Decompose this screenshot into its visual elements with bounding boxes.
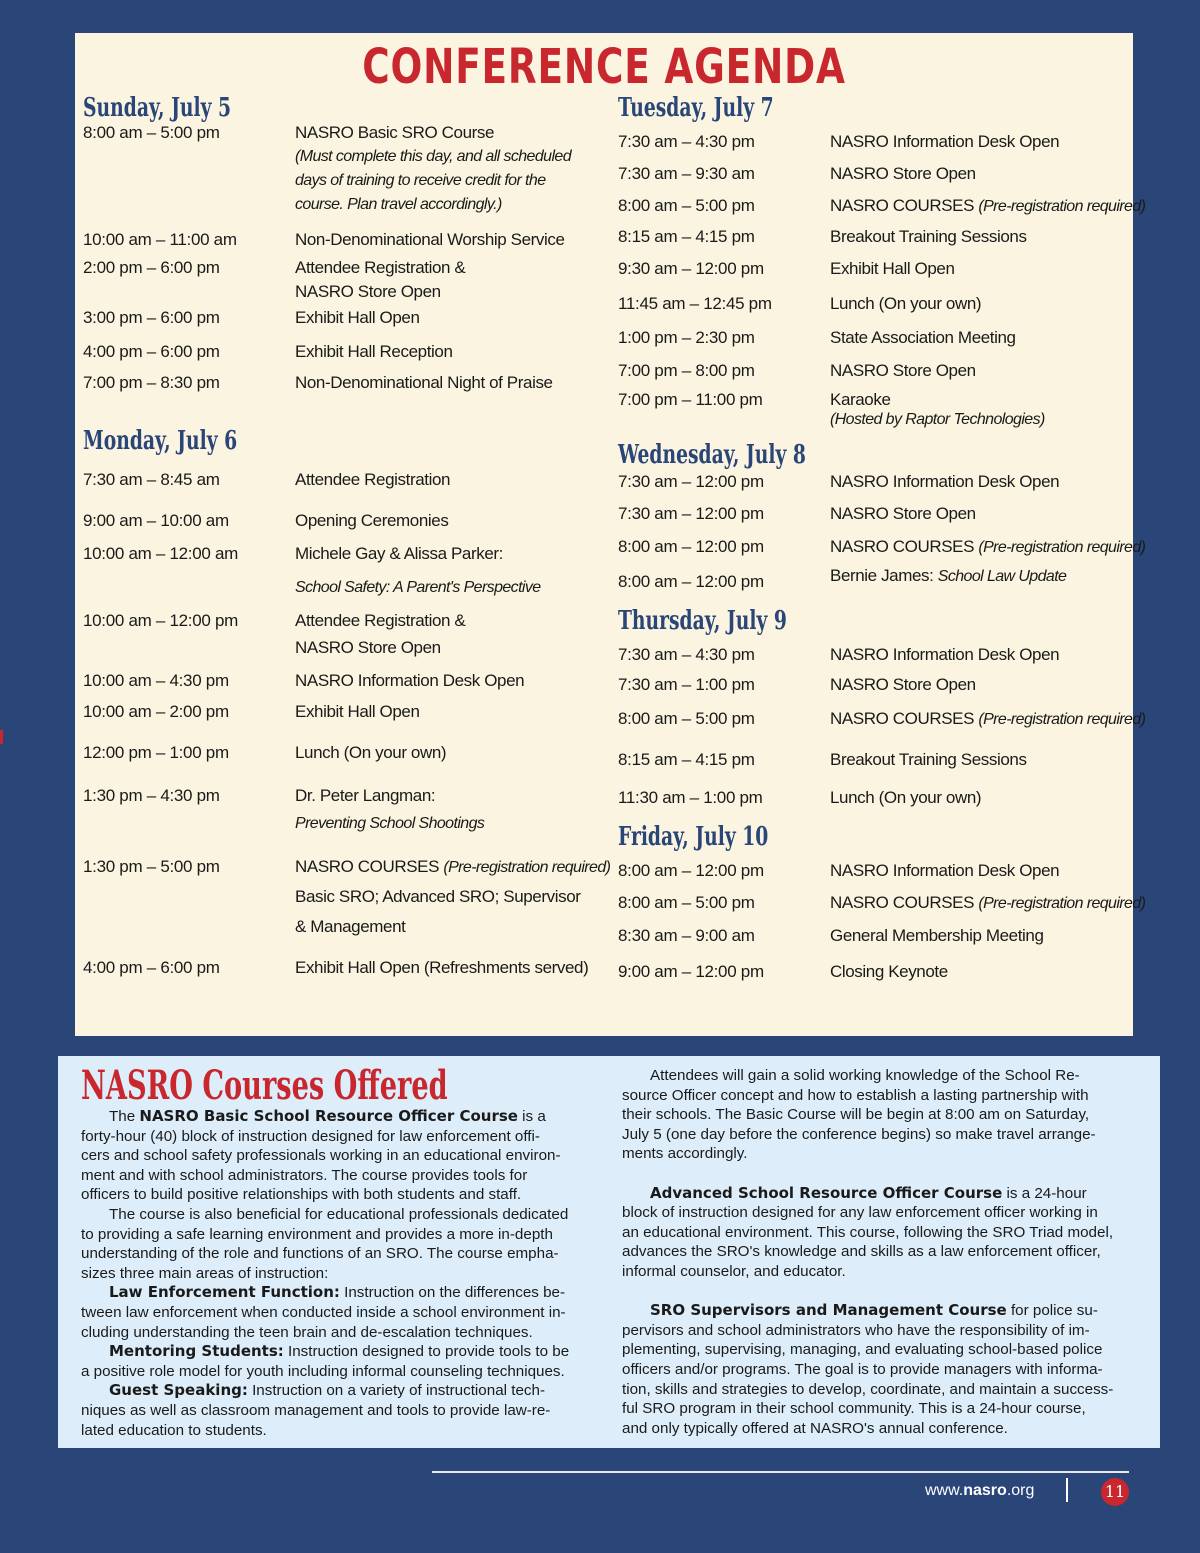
event-note: course. Plan travel accordingly.)	[295, 196, 502, 213]
row-event	[295, 784, 603, 836]
agenda-row	[83, 371, 603, 395]
footer-separator	[1066, 1478, 1068, 1502]
row-time: 1:30 pm – 4:30 pm	[83, 786, 220, 805]
row-time: 4:00 pm – 6:00 pm	[83, 342, 220, 361]
event-note: (Pre-registration required)	[978, 198, 1146, 215]
agenda-row	[83, 741, 603, 765]
footer-rule	[432, 1471, 1129, 1473]
row-time: 2:00 pm – 6:00 pm	[83, 258, 220, 277]
text-line: advances the SRO's knowledge and skills as a law enforcement officer,	[622, 1243, 1101, 1261]
agenda-row	[618, 502, 1133, 526]
agenda-row	[83, 542, 603, 600]
row-event: Exhibit Hall Reception	[295, 342, 453, 361]
row-time: 9:00 am – 10:00 am	[83, 511, 229, 530]
row-time: 3:00 pm – 6:00 pm	[83, 308, 220, 327]
agenda-row	[618, 194, 1146, 219]
row-time: 7:30 am – 12:00 pm	[618, 504, 764, 523]
text-line: cluding understanding the teen brain and de-escalation techniques.	[81, 1323, 533, 1341]
agenda-row	[618, 924, 1133, 948]
row-event: Exhibit Hall Open	[295, 702, 420, 721]
row-event: Attendee Registration	[295, 470, 451, 489]
agenda-row	[83, 340, 603, 364]
text-line: ments accordingly.	[622, 1145, 748, 1163]
agenda-row	[618, 786, 1133, 810]
row-event: NASRO Information Desk Open	[830, 645, 1060, 664]
event-note: (Pre-registration required)	[978, 539, 1146, 556]
agenda-title: CONFERENCE AGENDA	[362, 39, 846, 95]
event-label: NASRO COURSES	[830, 196, 979, 215]
text-line: ment and with school administrators. The course provides tools for	[81, 1166, 528, 1184]
row-event: Opening Ceremonies	[295, 511, 449, 530]
row-event: NASRO Store Open	[830, 164, 976, 183]
agenda-row	[618, 859, 1133, 883]
event-note: (Must complete this day, and all scheduled	[295, 148, 571, 165]
text-line: understanding of the role and functions of an SRO. The course empha-	[81, 1245, 559, 1263]
event-label: NASRO Store Open	[295, 282, 441, 301]
text-line: their schools. The Basic Course will be begin at 8:00 am on Saturday,	[622, 1106, 1090, 1124]
row-event: Closing Keynote	[830, 962, 948, 981]
row-event	[295, 542, 603, 600]
agenda-row	[83, 956, 603, 980]
agenda-row	[618, 707, 1146, 732]
row-event: NASRO Information Desk Open	[830, 132, 1060, 151]
row-event: NASRO Store Open	[830, 675, 976, 694]
row-time: 12:00 pm – 1:00 pm	[83, 743, 229, 762]
event-label: Basic SRO; Advanced SRO; Supervisor	[295, 887, 581, 906]
advanced-course-paragraph: Advanced School Resource Officer Course is a 24-hour	[650, 1183, 1087, 1202]
row-time: 10:00 am – 2:00 pm	[83, 702, 229, 721]
row-time: 10:00 am – 12:00 pm	[83, 611, 238, 630]
agenda-row	[83, 855, 611, 939]
basic-course-paragraph: The NASRO Basic School Resource Officer Course is a	[109, 1107, 546, 1125]
agenda-row	[83, 669, 603, 693]
event-subtitle: (Hosted by Raptor Technologies)	[830, 411, 1045, 428]
agenda-row	[618, 535, 1146, 560]
text-line: tween law enforcement when conducted inside a school environment in-	[81, 1303, 566, 1321]
agenda-row	[618, 470, 1133, 494]
day-title-friday: Friday, July 10	[618, 822, 769, 852]
row-time: 7:30 am – 12:00 pm	[618, 472, 764, 491]
text-line: informal counselor, and educator.	[622, 1262, 846, 1280]
agenda-row	[83, 609, 603, 660]
row-time: 8:00 am – 12:00 pm	[618, 537, 764, 556]
row-time: 8:00 am – 12:00 pm	[618, 572, 764, 591]
text-line: plementing, supervising, managing, and evaluating school-based police	[622, 1341, 1103, 1359]
row-event: Non-Denominational Worship Service	[295, 230, 565, 249]
event-label: NASRO COURSES	[830, 709, 979, 728]
text-line: July 5 (one day before the conference begins) so make travel arrange-	[622, 1125, 1096, 1143]
row-time: 8:15 am – 4:15 pm	[618, 227, 755, 246]
day-title-sunday: Sunday, July 5	[83, 93, 232, 123]
agenda-row	[618, 292, 1133, 316]
row-event: NASRO Store Open	[830, 361, 976, 380]
agenda-row	[618, 960, 1133, 984]
row-time: 7:00 pm – 11:00 pm	[618, 390, 763, 409]
day-title-wednesday: Wednesday, July 8	[618, 440, 806, 470]
event-label: Attendee Registration &	[295, 258, 466, 277]
agenda-row	[618, 643, 1133, 667]
footer-url[interactable]: www.nasro.org	[925, 1482, 1035, 1499]
row-event: Non-Denominational Night of Praise	[295, 373, 553, 392]
event-label: NASRO Store Open	[295, 638, 441, 657]
row-time: 9:30 am – 12:00 pm	[618, 259, 764, 278]
row-event: General Membership Meeting	[830, 926, 1044, 945]
agenda-row	[618, 326, 1133, 350]
agenda-row	[618, 359, 1133, 383]
agenda-row	[83, 468, 603, 492]
agenda-row	[618, 891, 1146, 916]
text-line: forty-hour (40) block of instruction designed for law enforcement offi-	[81, 1127, 540, 1145]
row-event: NASRO Information Desk Open	[830, 861, 1060, 880]
event-label: NASRO Basic SRO Course	[295, 123, 495, 142]
agenda-row	[83, 228, 603, 252]
text-line: officers and/or programs. The goal is to provide managers with informa-	[622, 1360, 1103, 1378]
event-label: NASRO COURSES	[830, 893, 979, 912]
agenda-row	[618, 388, 1133, 432]
row-time: 1:30 pm – 5:00 pm	[83, 857, 220, 876]
row-time: 8:00 am – 5:00 pm	[618, 893, 755, 912]
agenda-row	[83, 509, 603, 533]
agenda-row	[618, 748, 1133, 772]
day-title-thursday: Thursday, July 9	[618, 606, 787, 636]
agenda-row	[83, 306, 603, 330]
row-time: 8:00 am – 5:00 pm	[618, 196, 755, 215]
row-event	[830, 535, 1145, 560]
row-time: 8:00 am – 5:00 pm	[83, 123, 220, 142]
row-time: 8:00 am – 12:00 pm	[618, 861, 764, 880]
row-event: Lunch (On your own)	[295, 743, 447, 762]
text-line: sizes three main areas of instruction:	[81, 1264, 329, 1282]
row-event: Exhibit Hall Open	[830, 259, 955, 278]
conference-agenda-panel	[75, 33, 1146, 1036]
event-note: (Pre-registration required)	[978, 895, 1146, 912]
agenda-row	[83, 784, 603, 836]
row-time: 4:00 pm – 6:00 pm	[83, 958, 220, 977]
text-line: pervisors and school administrators who have the responsibility of im-	[622, 1321, 1090, 1339]
event-note: (Pre-registration required)	[443, 859, 611, 876]
agenda-right-column	[618, 91, 1146, 984]
text-line: an educational environment. This course, following the SRO Triad model,	[622, 1223, 1114, 1241]
text-line: tion, skills and strategies to develop, coordinate, and maintain a success-	[622, 1380, 1114, 1398]
row-time: 8:00 am – 5:00 pm	[618, 709, 755, 728]
agenda-row	[83, 700, 603, 724]
row-event	[830, 707, 1145, 732]
row-event: State Association Meeting	[830, 328, 1016, 347]
row-event: Breakout Training Sessions	[830, 750, 1027, 769]
row-time: 1:00 pm – 2:30 pm	[618, 328, 755, 347]
text-line: The course is also beneficial for educational professionals dedicated	[109, 1205, 569, 1223]
row-time: 9:00 am – 12:00 pm	[618, 962, 764, 981]
row-time: 10:00 am – 4:30 pm	[83, 671, 229, 690]
row-time: 7:30 am – 4:30 pm	[618, 132, 755, 151]
event-label: Dr. Peter Langman:	[295, 786, 436, 805]
agenda-left-column	[83, 91, 611, 980]
row-event: Exhibit Hall Open	[295, 308, 420, 327]
law-enforcement-paragraph: Law Enforcement Function: Instruction on the differences be-	[109, 1283, 566, 1302]
agenda-row	[618, 257, 1133, 281]
event-label: Michele Gay & Alissa Parker:	[295, 544, 503, 563]
text-line: and only typically offered at NASRO's annual conference.	[622, 1419, 1008, 1437]
event-label: NASRO COURSES	[295, 857, 444, 876]
row-event	[830, 194, 1145, 219]
agenda-row	[83, 121, 603, 217]
text-line: lated education to students.	[81, 1421, 267, 1439]
row-event	[295, 121, 603, 217]
event-label: NASRO COURSES	[830, 537, 979, 556]
text-line: niques as well as classroom management and tools to provide law-re-	[81, 1401, 551, 1419]
row-time: 7:30 am – 1:00 pm	[618, 675, 755, 694]
row-event: NASRO Information Desk Open	[295, 671, 525, 690]
agenda-row	[618, 130, 1133, 154]
row-time: 8:15 am – 4:15 pm	[618, 750, 755, 769]
row-event: Lunch (On your own)	[830, 294, 982, 313]
agenda-row	[618, 673, 1133, 697]
row-time: 11:45 am – 12:45 pm	[618, 294, 772, 313]
agenda-row	[618, 162, 1133, 186]
page-edge-mark	[0, 730, 3, 744]
row-time: 7:30 am – 9:30 am	[618, 164, 755, 183]
row-event: Breakout Training Sessions	[830, 227, 1027, 246]
text-line: block of instruction designed for any law enforcement officer working in	[622, 1204, 1098, 1222]
row-time: 11:30 am – 1:00 pm	[618, 788, 763, 807]
row-time: 7:00 pm – 8:30 pm	[83, 373, 220, 392]
agenda-row	[618, 564, 1133, 594]
text-line: cers and school safety professionals working in an educational environ-	[81, 1147, 561, 1165]
row-event: Lunch (On your own)	[830, 788, 982, 807]
text-line: ful SRO program in their school community. This is a 24-hour course,	[622, 1400, 1086, 1418]
row-event: Exhibit Hall Open (Refreshments served)	[295, 958, 589, 977]
agenda-row	[83, 256, 603, 304]
courses-offered-panel	[58, 1056, 1160, 1448]
supervisors-course-paragraph: SRO Supervisors and Management Course for police su-	[650, 1301, 1098, 1320]
event-subtitle: Preventing School Shootings	[295, 815, 485, 832]
mentoring-paragraph: Mentoring Students: Instruction designed to provide tools to be	[109, 1342, 570, 1361]
row-time: 7:00 pm – 8:00 pm	[618, 361, 755, 380]
text-line: a positive role model for youth including informal counseling techniques.	[81, 1362, 565, 1380]
text-line: Attendees will gain a solid working knowledge of the School Re-	[650, 1067, 1080, 1084]
row-event	[295, 855, 610, 939]
event-note: School Law Update	[937, 568, 1067, 585]
row-time: 10:00 am – 12:00 am	[83, 544, 238, 563]
row-event	[830, 564, 1133, 594]
event-subtitle: School Safety: A Parent's Perspective	[295, 579, 541, 596]
row-event	[295, 256, 603, 304]
guest-speaking-paragraph: Guest Speaking: Instruction on a variety of instructional tech-	[109, 1381, 546, 1400]
text-line: to providing a safe learning environment and provides a more in-depth	[81, 1225, 553, 1243]
day-title-tuesday: Tuesday, July 7	[618, 93, 774, 123]
event-label: Karaoke	[830, 390, 891, 409]
event-label: Attendee Registration &	[295, 611, 466, 630]
row-event	[830, 891, 1145, 916]
courses-left-text	[81, 1107, 601, 1440]
agenda-row	[618, 225, 1133, 249]
event-note: (Pre-registration required)	[978, 711, 1146, 728]
event-label: Bernie James:	[830, 566, 938, 585]
row-time: 7:30 am – 8:45 am	[83, 470, 220, 489]
row-event	[830, 388, 1133, 432]
row-time: 8:30 am – 9:00 am	[618, 926, 755, 945]
page-number: 11	[1101, 1478, 1129, 1506]
row-event	[295, 609, 603, 660]
row-time: 7:30 am – 4:30 pm	[618, 645, 755, 664]
row-event: NASRO Information Desk Open	[830, 472, 1060, 491]
row-event: NASRO Store Open	[830, 504, 976, 523]
text-line: officers to build positive relationships with both students and staff.	[81, 1186, 522, 1204]
courses-title: NASRO Courses Offered	[81, 1062, 448, 1109]
event-label: & Management	[295, 917, 406, 936]
courses-right-text	[622, 1066, 1152, 1438]
day-title-monday: Monday, July 6	[83, 426, 238, 456]
event-note: days of training to receive credit for the	[295, 172, 546, 189]
row-time: 10:00 am – 11:00 am	[83, 230, 237, 249]
text-line: source Officer concept and how to establish a lasting partnership with	[622, 1086, 1089, 1104]
